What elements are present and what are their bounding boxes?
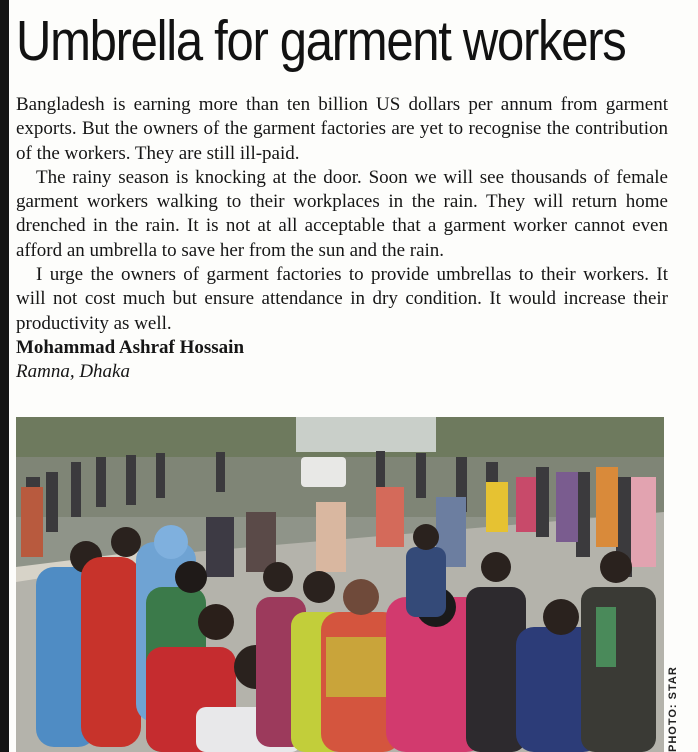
paragraph-1: Bangladesh is earning more than ten billion US dollars per annum from garment exports. But the owners of the garment factories are yet to recognise the contribution of the workers. They are still ill-paid.: [16, 94, 668, 164]
author-name: Mohammad Ashraf Hossain: [16, 336, 245, 358]
street-crowd-photo: [16, 417, 664, 752]
letter-body: [16, 93, 668, 385]
paragraph-3: I urge the owners of garment factories to provide umbrellas to their workers. It will not cost much but ensure attendance in dry condition. It would increase their productivity as well.: [16, 264, 668, 334]
photo-illustration: [16, 417, 664, 752]
headline: Umbrella for garment workers: [16, 9, 626, 73]
paragraph-2: The rainy season is knocking at the door. Soon we will see thousands of female garment workers walking to their workplaces in the rain. They will return home drenched in the rain. It is not at all acceptable that a garment worker cannot even afford an umbrella to save her from the sun and the rain.: [16, 166, 668, 261]
left-edge-bar: [0, 0, 9, 752]
photo-credit: PHOTO: STAR: [667, 666, 679, 752]
author-location: Ramna, Dhaka: [16, 361, 130, 383]
